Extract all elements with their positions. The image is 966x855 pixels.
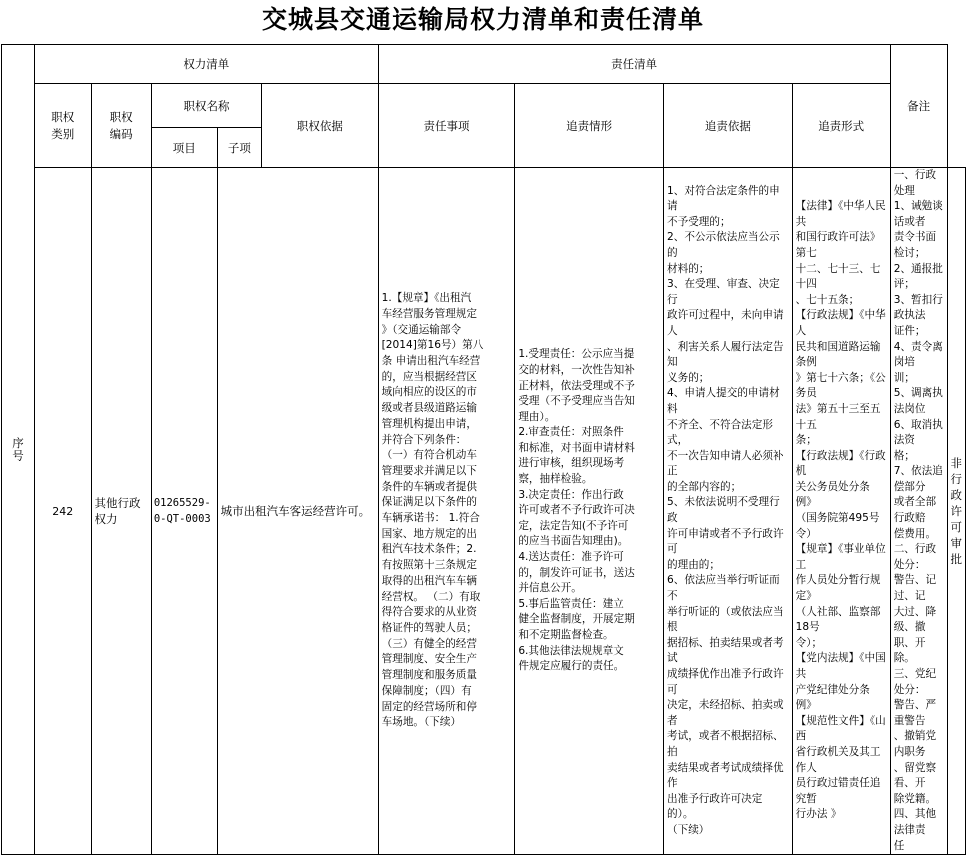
header-basis: 职权依据: [262, 84, 378, 168]
header-category: 职权 类别: [35, 84, 92, 168]
row-accountability-forms: 一、行政处理 1、诫勉谈话或者 责令书面检讨； 2、通报批评； 3、暂扣行政执法 证件； 4、责令离岗培 训； 5、调离执法岗位 6、取消执法资 格； 7、依法追偿部分 或者全部行政赔 偿费用。 二、行政处分： 警告、记过、记 大过、降级、撤 职、开除。 三、党纪处分： 警告、严重警告 、撤销党内职务 、留党察看、开 除党籍。 四、其他法律责 任: [890, 168, 947, 855]
row-remarks: 非行政许 可审批: [947, 168, 966, 855]
header-accountability-forms: 追责形式: [792, 84, 890, 168]
row-accountability-basis: 【法律】《中华人民共 和国行政许可法》第七 十二、七十三、七十四 、七十五条； 【行政法规】《中华人 民共和国道路运输条例 》第七十六条；《公务员 法》第五十三至五十五 条； 【行政法规】《行政机 关公务员处分条例》 （国务院第495号令） 【规章】《事业单位工 作人员处分暂行规定》 （人社部、监察部18号 令）； 【党内法规】《中国共 产党纪律处分条例》 【规范性文件】《山西 省行政机关及其工作人 员行政过错责任追究暂 行办法 》: [792, 168, 890, 855]
header-power-list: 权力清单: [35, 45, 379, 84]
row-item: 城市出租汽车客运经营许可。: [217, 168, 378, 855]
header-name: 职权名称: [151, 84, 261, 128]
header-accountability-situations: 追责情形: [515, 84, 664, 168]
header-responsibility-list: 责任清单: [378, 45, 890, 84]
header-subitem: 子项: [217, 128, 262, 168]
row-seq: 242: [35, 168, 92, 855]
header-accountability-basis: 追责依据: [664, 84, 793, 168]
header-code: 职权 编码: [91, 84, 151, 168]
header-seq: 序号: [2, 45, 35, 855]
row-basis: 1.【规章】《出租汽 车经营服务管理规定 》（交通运输部令 [2014]第16号）第八 条 申请出租汽车经营 的，应当根据经营区 域向相应的设区的市 级或者县级道路运输 管理机构提出申请， 并符合下列条件： （一）有符合机动车 管理要求并满足以下 条件的车辆或者提供 保证满足以下条件的 车辆承诺书： 1.符合 国家、地方规定的出 租汽车技术条件；2. 有按照第十三条规定 取得的出租汽车车辆 经营权。 （二）有取 得符合要求的从业资 格证件的驾驶人员； （三）有健全的经营 管理制度、安全生产 管理制度和服务质量 保障制度；（四）有 固定的经营场所和停 车场地。（下续）: [378, 168, 515, 855]
row-category: 其他行政 权力: [91, 168, 151, 855]
header-remarks: 备注: [890, 45, 947, 168]
power-responsibility-table: [1, 44, 966, 855]
header-resp-items: 责任事项: [378, 84, 515, 168]
page-title: 交城县交通运输局权力清单和责任清单: [261, 5, 704, 34]
row-responsibility-items: 1.受理责任：公示应当提 交的材料，一次性告知补 正材料，依法受理或不予 受理（不予受理应当告知 理由）。 2.审查责任：对照条件 和标准，对书面申请材料 进行审核，组织现场考 察，抽样检验。 3.决定责任：作出行政 许可或者不予行政许可决 定，法定告知(不予许可 的应当书面告知理由)。 4.送达责任：准予许可 的，制发许可证书，送达 并信息公开。 5.事后监管责任：建立 健全监督制度，开展定期 和不定期监督检查。 6.其他法律法规规章文 件规定应履行的责任。: [515, 168, 664, 855]
row-code: 01265529- 0-QT-0003: [151, 168, 217, 855]
row-accountability-situations: 1、对符合法定条件的申请 不予受理的； 2、不公示依法应当公示的 材料的； 3、在受理、审查、决定行 政许可过程中，未向申请人 、利害关系人履行法定告知 义务的； 4、申请人提交的申请材料 不齐全、不符合法定形式， 不一次告知申请人必须补正 的全部内容的； 5、未依法说明不受理行政 许可申请或者不予行政许可 的理由的； 6、依法应当举行听证而不 举行听证的（或依法应当根 据招标、拍卖结果或者考试 成绩择优作出准予行政许可 决定，未经招标、拍卖或者 考试，或者不根据招标、拍 卖结果或者考试成绩择优作 出准予行政许可决定的）。 （下续）: [664, 168, 793, 855]
header-item: 项目: [151, 128, 217, 168]
